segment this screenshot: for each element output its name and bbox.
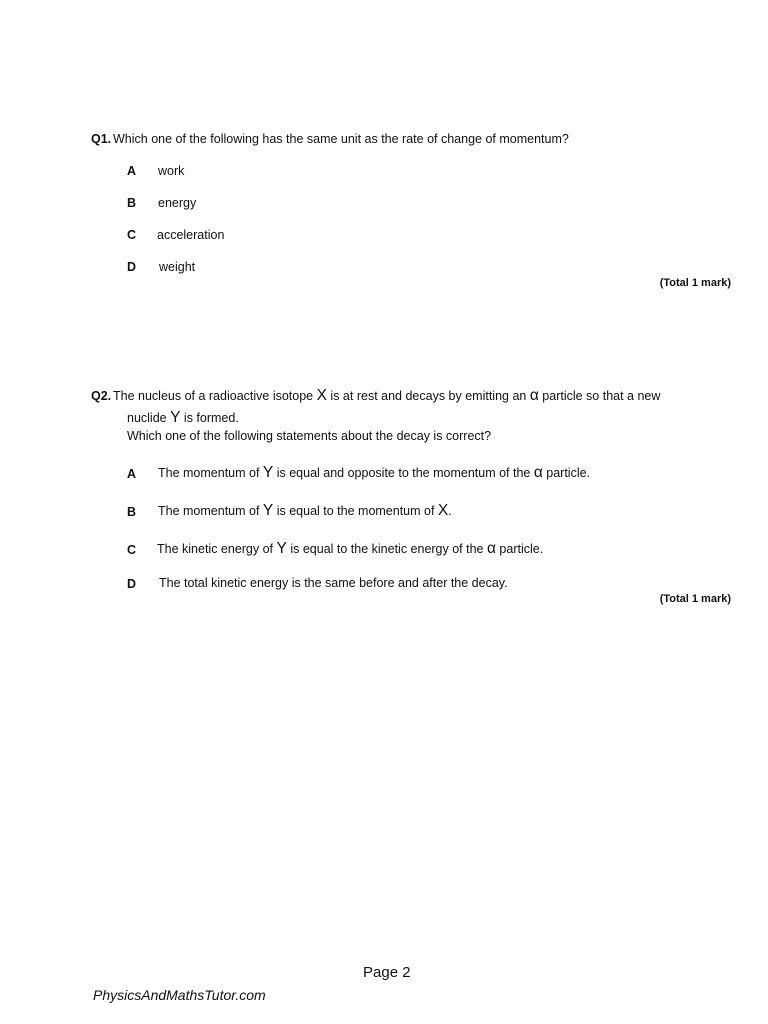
- q2-a-part-3: particle.: [542, 466, 591, 480]
- q2-symbol-x: X: [316, 387, 327, 404]
- q2-b-part-2: is equal to the momentum of: [273, 504, 438, 518]
- q1-total-mark: (Total 1 mark): [659, 277, 731, 289]
- question-2-stem-line-1: [113, 387, 660, 405]
- q2-option-d-letter: D: [127, 577, 137, 591]
- q2-stem-2a: nuclide: [127, 411, 171, 425]
- q1-option-d-text: weight: [159, 260, 196, 274]
- footer-site-name: PhysicsAndMathsTutor.com: [93, 987, 266, 1003]
- q2-option-a-text: [158, 464, 590, 482]
- q2-c-part-3: particle.: [495, 542, 544, 556]
- q2-c-part-2: is equal to the kinetic energy of the: [286, 542, 487, 556]
- q1-option-a-letter: A: [127, 164, 137, 178]
- q1-option-b-letter: B: [127, 196, 137, 210]
- q2-b-part-1: The momentum of: [158, 504, 263, 518]
- q2-option-c-letter: C: [127, 543, 137, 557]
- q2-option-b-text: [158, 502, 452, 520]
- question-2-stem-line-3: Which one of the following statements about the decay is correct?: [127, 429, 492, 443]
- q2-a-part-2: is equal and opposite to the momentum of the: [273, 466, 534, 480]
- q2-b-part-3: .: [448, 504, 452, 518]
- q2-c-part-1: The kinetic energy of: [157, 542, 277, 556]
- q2-b-symbol-1: Y: [262, 502, 274, 519]
- q1-option-c-text: acceleration: [157, 228, 225, 242]
- question-2-number: Q2.: [91, 389, 112, 403]
- q2-c-symbol-2: α: [486, 540, 496, 557]
- q2-a-part-1: The momentum of: [158, 466, 263, 480]
- q1-option-c-letter: C: [127, 228, 137, 242]
- q1-option-b-text: energy: [158, 196, 197, 210]
- q2-stem-1a: The nucleus of a radioactive isotope: [113, 389, 317, 403]
- q2-option-d-text: The total kinetic energy is the same before and after the decay.: [159, 576, 508, 590]
- question-1-number: Q1.: [91, 132, 112, 146]
- q2-b-symbol-2: X: [437, 502, 449, 519]
- q2-symbol-alpha: α: [529, 387, 539, 404]
- q2-a-symbol-2: α: [533, 464, 543, 481]
- q2-a-symbol-1: Y: [262, 464, 274, 481]
- q1-option-d-letter: D: [127, 260, 137, 274]
- q2-c-symbol-1: Y: [276, 540, 287, 557]
- q2-symbol-y: Y: [170, 409, 181, 426]
- q2-option-b-letter: B: [127, 505, 137, 519]
- q2-total-mark: (Total 1 mark): [659, 593, 731, 605]
- q2-option-c-text: [157, 540, 543, 558]
- q2-option-a-letter: A: [127, 467, 137, 481]
- question-2-stem-line-2: [127, 409, 239, 427]
- page-number: Page 2: [363, 964, 411, 981]
- q2-stem-2b: is formed.: [180, 411, 239, 425]
- q2-stem-1b: is at rest and decays by emitting an: [326, 389, 530, 403]
- question-1-stem: Which one of the following has the same unit as the rate of change of momentum?: [113, 132, 569, 146]
- q1-option-a-text: work: [158, 164, 185, 178]
- q2-stem-1c: particle so that a new: [538, 389, 661, 403]
